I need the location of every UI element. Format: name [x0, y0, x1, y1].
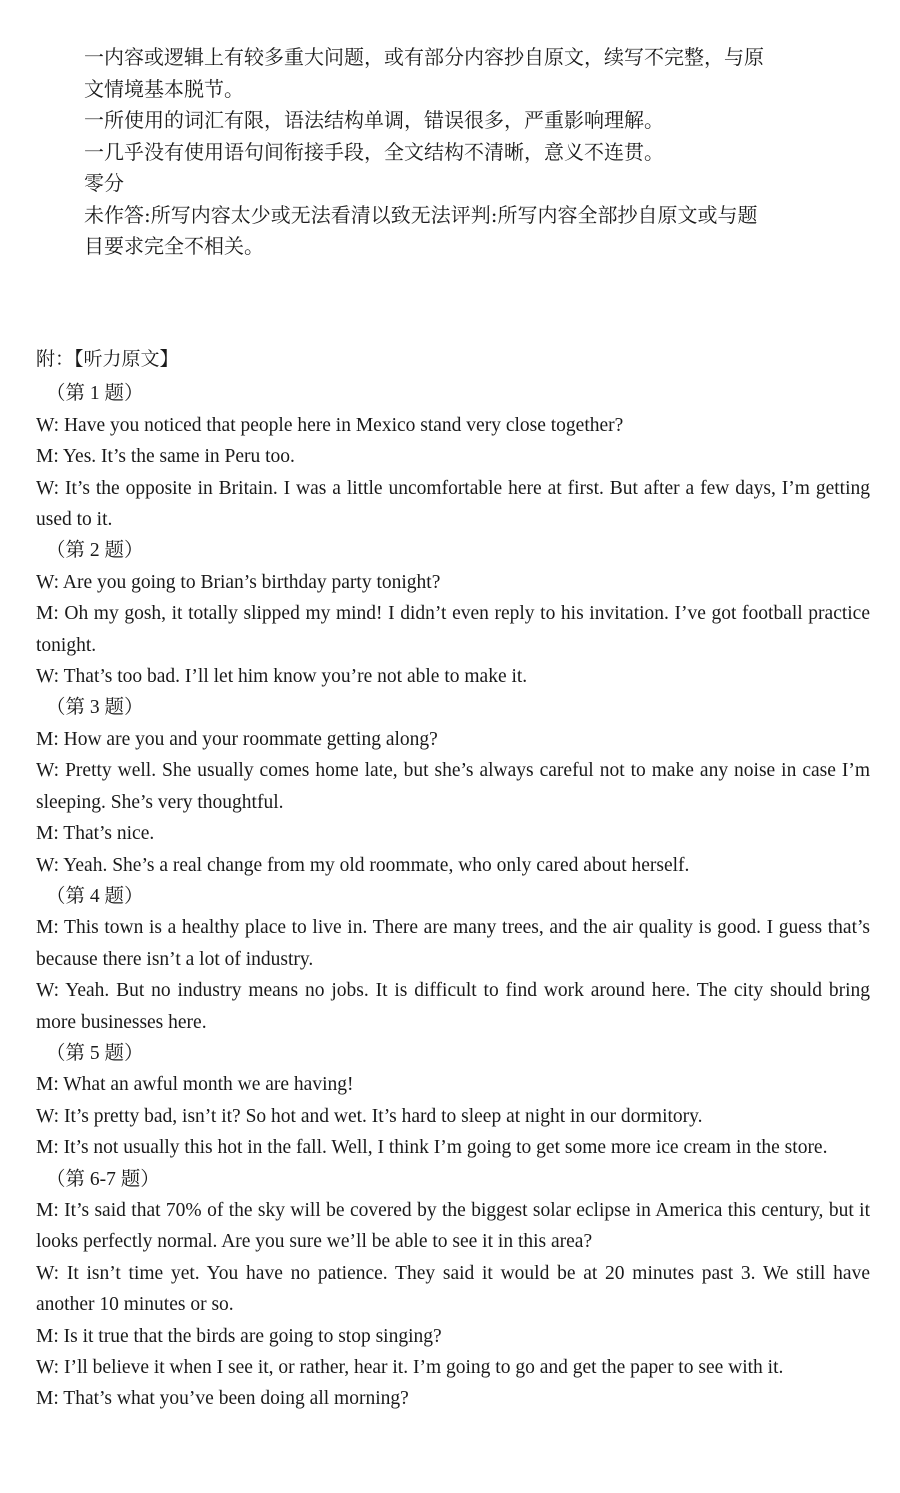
criteria-line: 一内容或逻辑上有较多重大问题，或有部分内容抄自原文，续写不完整，与原 [84, 45, 764, 69]
dialogue-line: W: Are you going to Brian’s birthday party tonight? [36, 571, 441, 593]
dialogue-line: M: What an awful month we are having! [36, 1074, 354, 1096]
criteria-line: 目要求完全不相关。 [84, 234, 264, 258]
dialogue-line: M: That’s what you’ve been doing all morning? [36, 1388, 409, 1410]
dialogue-line: M: It’s not usually this hot in the fall. Well, I think I’m going to get some more ice cream in the store. [36, 1137, 828, 1159]
dialogue-line: M: Oh my gosh, it totally slipped my mind! I didn’t even reply to his invitation. I’ve got football practice tonight. [36, 603, 870, 656]
question-label: （第 4 题） [46, 885, 144, 907]
criteria-line: 一所使用的词汇有限，语法结构单调，错误很多，严重影响理解。 [84, 108, 664, 132]
question-label: （第 5 题） [46, 1042, 144, 1064]
dialogue-line: W: Have you noticed that people here in Mexico stand very close together? [36, 414, 624, 436]
transcript-heading: 附：【听力原文】 [36, 348, 179, 370]
dialogue-line: M: This town is a healthy place to live in. There are many trees, and the air quality is good. I guess that’s because there isn’t a lot of industry. [36, 917, 870, 970]
dialogue-line: W: I’ll believe it when I see it, or rather, hear it. I’m going to go and get the paper to see with it. [36, 1357, 784, 1378]
criteria-line: 零分 [84, 171, 124, 195]
question-label: （第 2 题） [46, 540, 144, 562]
dialogue-line: W: It isn’t time yet. You have no patience. They said it would be at 20 minutes past 3. We still have another 10 minutes or so. [36, 1262, 870, 1316]
dialogue-line: W: It’s pretty bad, isn’t it? So hot and wet. It’s hard to sleep at night in our dormitory. [36, 1105, 703, 1127]
listening-transcript [36, 344, 870, 1415]
dialogue-line: M: That’s nice. [36, 823, 155, 845]
criteria-line: 文情境基本脱节。 [84, 76, 244, 101]
criteria-line: 未作答:所写内容太少或无法看清以致无法评判:所写内容全部抄自原文或与题 [84, 202, 758, 227]
criteria-line: 一几乎没有使用语句间衔接手段，全文结构不清晰，意义不连贯。 [84, 139, 664, 164]
dialogue-line: W: Yeah. She’s a real change from my old roommate, who only cared about herself. [36, 854, 690, 876]
question-label: （第 1 题） [46, 383, 144, 405]
dialogue-line: M: Yes. It’s the same in Peru too. [36, 446, 295, 468]
dialogue-line: W: That’s too bad. I’ll let him know you’re not able to make it. [36, 666, 528, 688]
dialogue-line: M: How are you and your roommate getting along? [36, 728, 438, 750]
dialogue-line: W: Yeah. But no industry means no jobs. It is difficult to find work around here. The city should bring more businesses here. [36, 980, 870, 1033]
dialogue-line: M: It’s said that 70% of the sky will be covered by the biggest solar eclipse in America this century, but it looks perfectly normal. Are you sure we’ll be able to see it in this area? [36, 1199, 870, 1253]
scoring-criteria [84, 42, 844, 263]
dialogue-line: W: Pretty well. She usually comes home late, but she’s always careful not to make any noise in case I’m sleeping. She’s very thoughtful. [36, 760, 870, 813]
dialogue-line: M: Is it true that the birds are going to stop singing? [36, 1325, 442, 1347]
question-label: （第 6-7 题） [46, 1168, 160, 1190]
dialogue-line: W: It’s the opposite in Britain. I was a little uncomfortable here at first. But after a few days, I’m getting used to it. [36, 477, 870, 531]
question-label: （第 3 题） [46, 697, 144, 719]
